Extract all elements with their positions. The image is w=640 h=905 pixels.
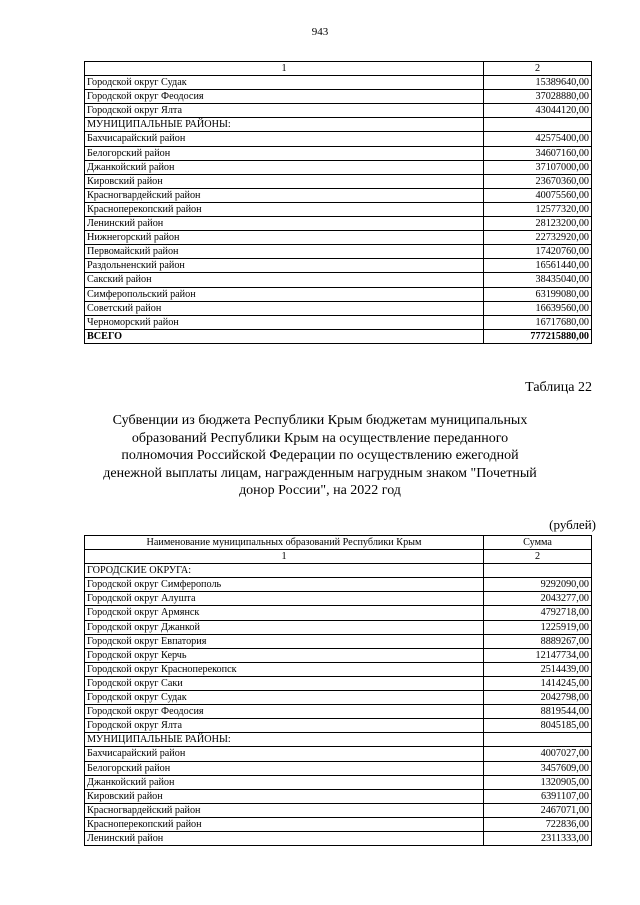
row-amount: 23670360,00 bbox=[484, 174, 592, 188]
column-header-amount: Сумма bbox=[484, 536, 592, 550]
table-row bbox=[85, 132, 592, 146]
row-name: Первомайский район bbox=[85, 245, 484, 259]
table-row bbox=[85, 676, 592, 690]
page-number: 943 bbox=[311, 26, 329, 38]
table-row bbox=[85, 104, 592, 118]
row-amount: 17420760,00 bbox=[484, 245, 592, 259]
table-header-row bbox=[85, 62, 592, 76]
row-name: Городской округ Судак bbox=[85, 691, 484, 705]
row-amount bbox=[484, 564, 592, 578]
table-row bbox=[85, 259, 592, 273]
row-name: Городской округ Саки bbox=[85, 676, 484, 690]
table-row bbox=[85, 174, 592, 188]
row-name: Городской округ Ялта bbox=[85, 104, 484, 118]
table-label: Таблица 22 bbox=[525, 380, 592, 395]
row-amount bbox=[484, 733, 592, 747]
row-amount: 12577320,00 bbox=[484, 202, 592, 216]
table-row bbox=[85, 118, 592, 132]
row-amount: 2042798,00 bbox=[484, 691, 592, 705]
table-row bbox=[85, 775, 592, 789]
row-amount bbox=[484, 118, 592, 132]
row-amount: 1320905,00 bbox=[484, 775, 592, 789]
total-row bbox=[85, 329, 592, 343]
row-name: ГОРОДСКИЕ ОКРУГА: bbox=[85, 564, 484, 578]
table-row bbox=[85, 620, 592, 634]
row-amount: 43044120,00 bbox=[484, 104, 592, 118]
table-row bbox=[85, 217, 592, 231]
table-row bbox=[85, 634, 592, 648]
row-name: Городской округ Красноперекопск bbox=[85, 662, 484, 676]
row-name: МУНИЦИПАЛЬНЫЕ РАЙОНЫ: bbox=[85, 118, 484, 132]
column-number-2: 2 bbox=[484, 550, 592, 564]
table-row bbox=[85, 202, 592, 216]
row-name: Городской округ Судак bbox=[85, 76, 484, 90]
table-row bbox=[85, 662, 592, 676]
table-row bbox=[85, 90, 592, 104]
subvention-table bbox=[84, 535, 592, 846]
row-amount: 3457609,00 bbox=[484, 761, 592, 775]
table-row bbox=[85, 564, 592, 578]
table-row bbox=[85, 287, 592, 301]
row-amount: 37107000,00 bbox=[484, 160, 592, 174]
row-amount: 63199080,00 bbox=[484, 287, 592, 301]
table-body bbox=[85, 536, 592, 846]
row-name: Красноперекопский район bbox=[85, 202, 484, 216]
table-row bbox=[85, 817, 592, 831]
table-header-row bbox=[85, 550, 592, 564]
row-amount: 2311333,00 bbox=[484, 831, 592, 845]
column-number-2: 2 bbox=[484, 62, 592, 76]
row-amount: 16639560,00 bbox=[484, 301, 592, 315]
row-name: Красногвардейский район bbox=[85, 188, 484, 202]
total-label: ВСЕГО bbox=[85, 329, 484, 343]
row-name: Городской округ Джанкой bbox=[85, 620, 484, 634]
row-amount: 28123200,00 bbox=[484, 217, 592, 231]
row-name: Советский район bbox=[85, 301, 484, 315]
row-amount: 22732920,00 bbox=[484, 231, 592, 245]
row-name: Джанкойский район bbox=[85, 775, 484, 789]
table-row bbox=[85, 705, 592, 719]
table-row bbox=[85, 231, 592, 245]
table-row bbox=[85, 831, 592, 845]
table-row bbox=[85, 146, 592, 160]
column-number-1: 1 bbox=[85, 550, 484, 564]
total-amount: 777215880,00 bbox=[484, 329, 592, 343]
table-row bbox=[85, 578, 592, 592]
allocation-table-continued bbox=[84, 61, 592, 344]
table-row bbox=[85, 76, 592, 90]
row-amount: 2043277,00 bbox=[484, 592, 592, 606]
table-row bbox=[85, 245, 592, 259]
row-amount: 1414245,00 bbox=[484, 676, 592, 690]
row-amount: 1225919,00 bbox=[484, 620, 592, 634]
row-amount: 2514439,00 bbox=[484, 662, 592, 676]
table-row bbox=[85, 592, 592, 606]
row-name: Раздольненский район bbox=[85, 259, 484, 273]
row-amount: 9292090,00 bbox=[484, 578, 592, 592]
row-name: Белогорский район bbox=[85, 146, 484, 160]
table-row bbox=[85, 188, 592, 202]
row-amount: 34607160,00 bbox=[484, 146, 592, 160]
row-amount: 16561440,00 bbox=[484, 259, 592, 273]
row-name: Красногвардейский район bbox=[85, 803, 484, 817]
table-row bbox=[85, 301, 592, 315]
table-row bbox=[85, 761, 592, 775]
row-name: Городской округ Феодосия bbox=[85, 90, 484, 104]
row-name: Сакский район bbox=[85, 273, 484, 287]
table-column-header-row bbox=[85, 536, 592, 550]
row-amount: 4792718,00 bbox=[484, 606, 592, 620]
row-amount: 4007027,00 bbox=[484, 747, 592, 761]
row-amount: 12147734,00 bbox=[484, 648, 592, 662]
row-amount: 40075560,00 bbox=[484, 188, 592, 202]
table-row bbox=[85, 691, 592, 705]
row-amount: 16717680,00 bbox=[484, 315, 592, 329]
row-amount: 8045185,00 bbox=[484, 719, 592, 733]
row-name: Красноперекопский район bbox=[85, 817, 484, 831]
table-row bbox=[85, 747, 592, 761]
row-name: Бахчисарайский район bbox=[85, 747, 484, 761]
row-name: МУНИЦИПАЛЬНЫЕ РАЙОНЫ: bbox=[85, 733, 484, 747]
row-name: Бахчисарайский район bbox=[85, 132, 484, 146]
row-name: Городской округ Армянск bbox=[85, 606, 484, 620]
row-amount: 15389640,00 bbox=[484, 76, 592, 90]
units-label: (рублей) bbox=[549, 517, 596, 532]
row-name: Городской округ Евпатория bbox=[85, 634, 484, 648]
row-name: Симферопольский район bbox=[85, 287, 484, 301]
row-name: Джанкойский район bbox=[85, 160, 484, 174]
row-name: Ленинский район bbox=[85, 831, 484, 845]
table-row bbox=[85, 719, 592, 733]
row-name: Нижнегорский район bbox=[85, 231, 484, 245]
column-number-1: 1 bbox=[85, 62, 484, 76]
row-amount: 38435040,00 bbox=[484, 273, 592, 287]
table-title: Субвенции из бюджета Республики Крым бюджетам муниципальных образований Республики Крым на осуществление переданного полномочия Российской Федерации по осуществлению ежегодной денежной выплаты лицам, награжденным нагрудным знаком "Почетный донор России", на 2022 год bbox=[103, 413, 537, 498]
table-body bbox=[85, 62, 592, 344]
column-header-name: Наименование муниципальных образований Республики Крым bbox=[85, 536, 484, 550]
row-name: Ленинский район bbox=[85, 217, 484, 231]
row-amount: 722836,00 bbox=[484, 817, 592, 831]
table-row bbox=[85, 315, 592, 329]
table-row bbox=[85, 648, 592, 662]
row-amount: 2467071,00 bbox=[484, 803, 592, 817]
table-row bbox=[85, 803, 592, 817]
table-row bbox=[85, 733, 592, 747]
table-row bbox=[85, 160, 592, 174]
table-row bbox=[85, 273, 592, 287]
row-name: Городской округ Алушта bbox=[85, 592, 484, 606]
row-amount: 8889267,00 bbox=[484, 634, 592, 648]
row-amount: 37028880,00 bbox=[484, 90, 592, 104]
row-name: Городской округ Симферополь bbox=[85, 578, 484, 592]
row-name: Городской округ Феодосия bbox=[85, 705, 484, 719]
row-amount: 8819544,00 bbox=[484, 705, 592, 719]
table-row bbox=[85, 606, 592, 620]
row-name: Черноморский район bbox=[85, 315, 484, 329]
table-row bbox=[85, 789, 592, 803]
row-name: Кировский район bbox=[85, 174, 484, 188]
row-name: Городской округ Ялта bbox=[85, 719, 484, 733]
row-amount: 6391107,00 bbox=[484, 789, 592, 803]
row-amount: 42575400,00 bbox=[484, 132, 592, 146]
row-name: Городской округ Керчь bbox=[85, 648, 484, 662]
row-name: Кировский район bbox=[85, 789, 484, 803]
row-name: Белогорский район bbox=[85, 761, 484, 775]
